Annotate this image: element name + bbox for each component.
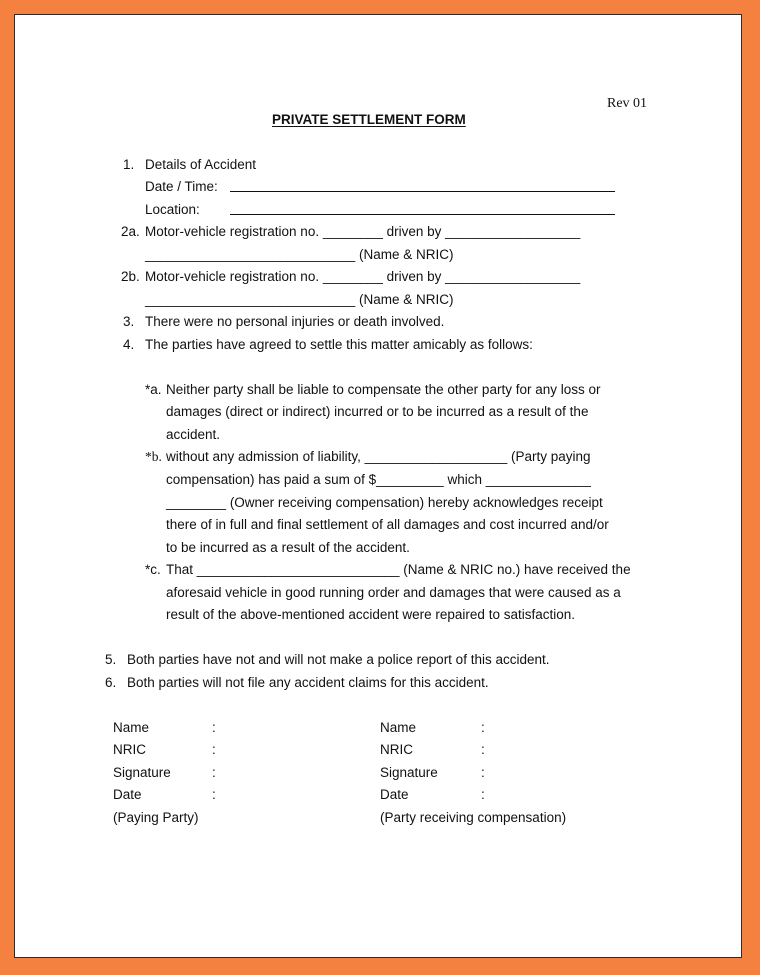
date-time-label: Date / Time: bbox=[145, 179, 218, 194]
sub-b-line-2: compensation) has paid a sum of $_________ which ______________ bbox=[166, 472, 591, 487]
location-label: Location: bbox=[145, 202, 200, 217]
left-date-label: Date bbox=[113, 787, 142, 802]
item-2b-number: 2b. bbox=[121, 269, 140, 284]
sub-c-line-1: That ___________________________ (Name & NRIC no.) have received the bbox=[166, 562, 631, 577]
sub-a-marker: *a. bbox=[145, 382, 162, 397]
right-signature-label: Signature bbox=[380, 765, 438, 780]
item-5-number: 5. bbox=[105, 652, 117, 667]
right-signature-colon: : bbox=[481, 765, 485, 780]
left-nric-colon: : bbox=[212, 742, 216, 757]
left-signature-label: Signature bbox=[113, 765, 171, 780]
sub-a-line-2: damages (direct or indirect) incurred or to be incurred as a result of the bbox=[166, 404, 589, 419]
item-2a-number: 2a. bbox=[121, 224, 140, 239]
sub-c-marker: *c. bbox=[145, 562, 161, 577]
location-field[interactable] bbox=[230, 214, 615, 215]
sub-c-line-2: aforesaid vehicle in good running order and damages that were caused as a bbox=[166, 585, 621, 600]
right-name-colon: : bbox=[481, 720, 485, 735]
left-signature-colon: : bbox=[212, 765, 216, 780]
item-6-text: Both parties will not file any accident claims for this accident. bbox=[127, 675, 489, 690]
item-5-text: Both parties have not and will not make a police report of this accident. bbox=[127, 652, 550, 667]
sub-b-marker: *b. bbox=[145, 449, 162, 464]
item-2a-line-2: ____________________________ (Name & NRIC) bbox=[145, 247, 454, 262]
right-name-label: Name bbox=[380, 720, 417, 735]
sub-b-line-1: without any admission of liability, ___________________ (Party paying bbox=[166, 449, 591, 464]
item-2a-line-1: Motor-vehicle registration no. ________ driven by __________________ bbox=[145, 224, 581, 239]
item-1-number: 1. bbox=[123, 157, 135, 172]
sub-c-line-3: result of the above-mentioned accident were repaired to satisfaction. bbox=[166, 607, 575, 622]
receiving-party-caption: (Party receiving compensation) bbox=[380, 810, 567, 825]
form-title: PRIVATE SETTLEMENT FORM bbox=[272, 112, 466, 127]
item-4-text: The parties have agreed to settle this matter amicably as follows: bbox=[145, 337, 533, 352]
item-3-text: There were no personal injuries or death involved. bbox=[145, 314, 445, 329]
right-date-colon: : bbox=[481, 787, 485, 802]
item-2b-line-2: ____________________________ (Name & NRIC) bbox=[145, 292, 454, 307]
right-nric-colon: : bbox=[481, 742, 485, 757]
left-date-colon: : bbox=[212, 787, 216, 802]
revision-label: Rev 01 bbox=[607, 96, 648, 111]
left-name-label: Name bbox=[113, 720, 150, 735]
sub-b-line-3: ________ (Owner receiving compensation) hereby acknowledges receipt bbox=[166, 495, 603, 510]
item-1-heading: Details of Accident bbox=[145, 157, 257, 172]
sub-b-line-5: to be incurred as a result of the accident. bbox=[166, 540, 410, 555]
sub-b-line-4: there of in full and final settlement of all damages and cost incurred and/or bbox=[166, 517, 609, 532]
left-name-colon: : bbox=[212, 720, 216, 735]
item-3-number: 3. bbox=[123, 314, 135, 329]
sub-a-line-3: accident. bbox=[166, 427, 221, 442]
sub-a-line-1: Neither party shall be liable to compensate the other party for any loss or bbox=[166, 382, 601, 397]
left-nric-label: NRIC bbox=[113, 742, 146, 757]
paying-party-caption: (Paying Party) bbox=[113, 810, 199, 825]
right-date-label: Date bbox=[380, 787, 409, 802]
item-4-number: 4. bbox=[123, 337, 135, 352]
date-time-field[interactable] bbox=[230, 191, 615, 192]
right-nric-label: NRIC bbox=[380, 742, 413, 757]
item-2b-line-1: Motor-vehicle registration no. ________ driven by __________________ bbox=[145, 269, 581, 284]
item-6-number: 6. bbox=[105, 675, 117, 690]
